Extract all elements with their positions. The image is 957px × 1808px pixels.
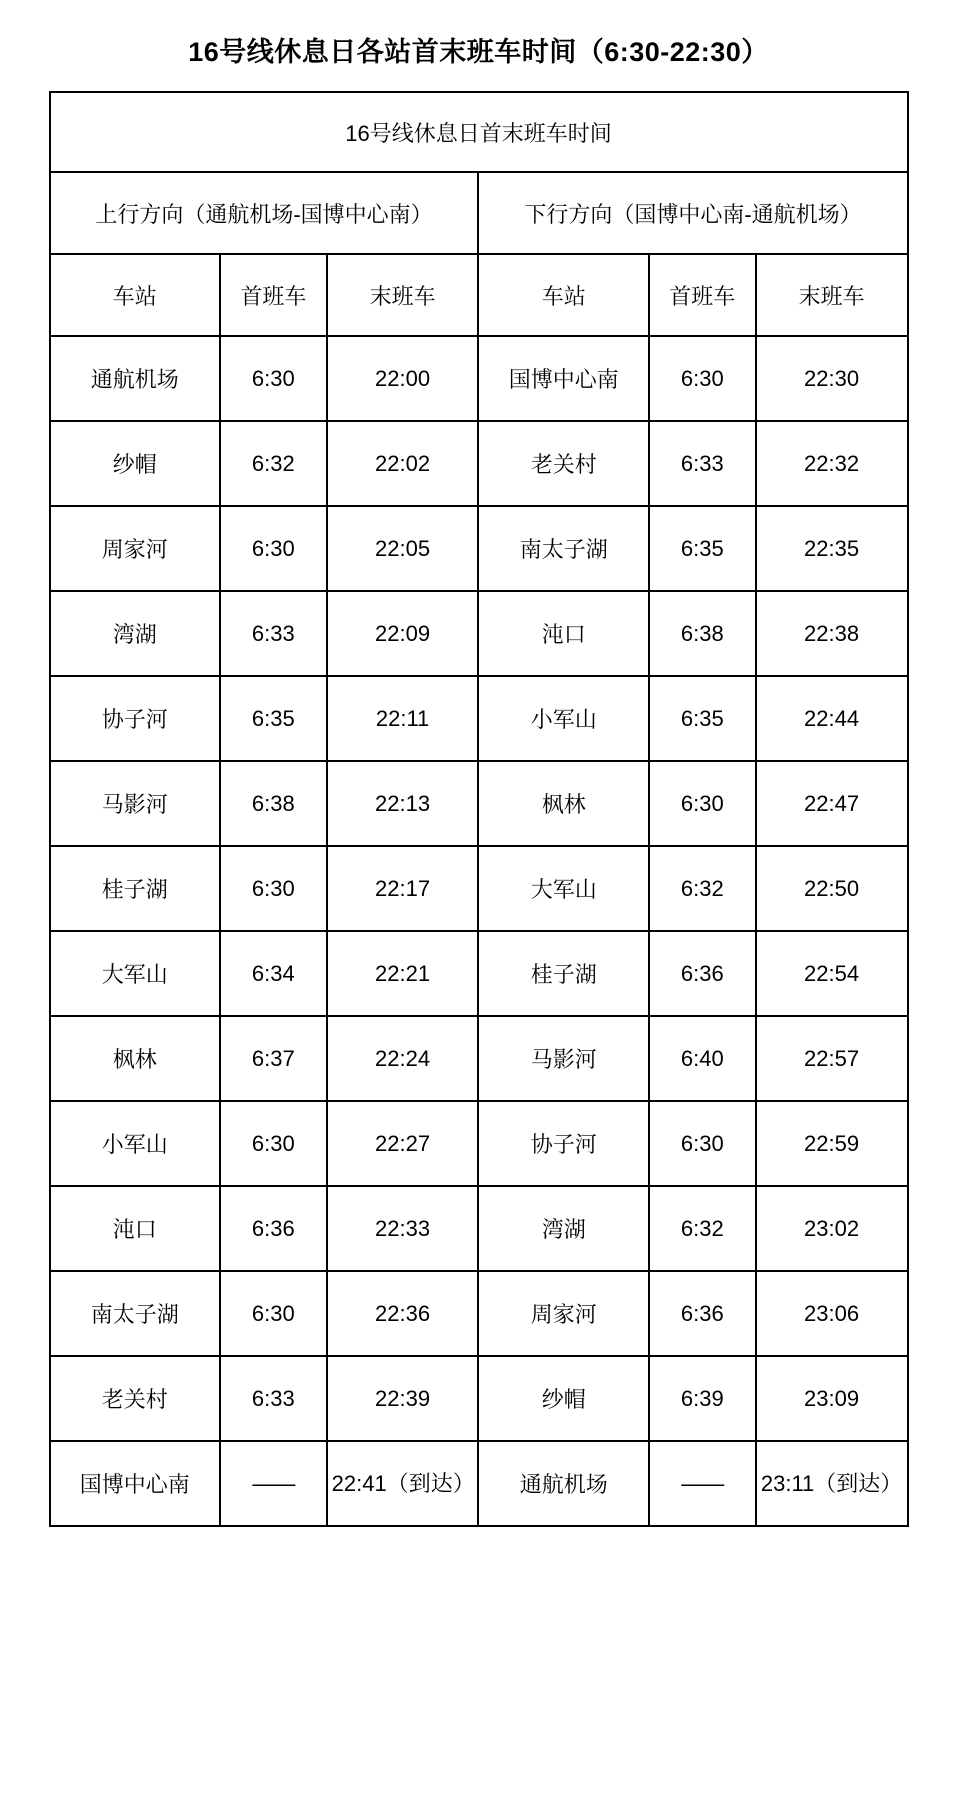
table-row [50,1271,908,1356]
cell-last-up: 22:09 [327,591,479,676]
cell-last-up: 22:33 [327,1186,479,1271]
cell-last-up: 22:41（到达） [327,1441,479,1526]
cell-last-up: 22:24 [327,1016,479,1101]
table-row [50,676,908,761]
cell-first-down: 6:30 [649,1101,756,1186]
cell-station-up: 小军山 [50,1101,220,1186]
cell-last-down: 22:54 [756,931,908,1016]
cell-station-up: 桂子湖 [50,846,220,931]
cell-first-down: 6:32 [649,846,756,931]
table-row [50,506,908,591]
table-row [50,761,908,846]
cell-station-up: 协子河 [50,676,220,761]
cell-station-up: 纱帽 [50,421,220,506]
cell-station-down: 桂子湖 [478,931,648,1016]
cell-station-down: 枫林 [478,761,648,846]
cell-station-up: 通航机场 [50,336,220,421]
cell-first-down: 6:35 [649,676,756,761]
cell-station-down: 国博中心南 [478,336,648,421]
cell-first-down: 6:38 [649,591,756,676]
page-title: 16号线休息日各站首末班车时间（6:30-22:30） [188,37,769,67]
cell-station-down: 老关村 [478,421,648,506]
column-header-station-down: 车站 [478,254,648,336]
schedule-table-wrapper [49,91,909,1527]
cell-first-down: 6:39 [649,1356,756,1441]
cell-last-down: 22:44 [756,676,908,761]
table-row [50,1186,908,1271]
cell-station-up: 老关村 [50,1356,220,1441]
direction-row [50,172,908,254]
cell-last-down: 22:59 [756,1101,908,1186]
cell-last-down: 22:30 [756,336,908,421]
cell-last-down: 23:06 [756,1271,908,1356]
cell-station-up: 周家河 [50,506,220,591]
cell-first-down: 6:35 [649,506,756,591]
cell-station-down: 纱帽 [478,1356,648,1441]
table-row [50,336,908,421]
column-header-last-up: 末班车 [327,254,479,336]
header-row [50,254,908,336]
cell-last-down: 22:50 [756,846,908,931]
cell-station-up: 马影河 [50,761,220,846]
cell-station-up: 枫林 [50,1016,220,1101]
cell-last-down: 23:11（到达） [756,1441,908,1526]
cell-last-up: 22:39 [327,1356,479,1441]
cell-station-up: 湾湖 [50,591,220,676]
cell-first-down: 6:36 [649,931,756,1016]
cell-station-down: 小军山 [478,676,648,761]
cell-last-down: 22:38 [756,591,908,676]
table-row [50,591,908,676]
table-row [50,931,908,1016]
cell-last-up: 22:36 [327,1271,479,1356]
cell-station-down: 协子河 [478,1101,648,1186]
cell-first-down: 6:36 [649,1271,756,1356]
cell-station-down: 通航机场 [478,1441,648,1526]
cell-first-up: 6:30 [220,506,327,591]
cell-station-down: 周家河 [478,1271,648,1356]
direction-up: 上行方向（通航机场-国博中心南） [50,172,479,254]
table-caption: 16号线休息日首末班车时间 [50,92,908,172]
cell-first-up: 6:36 [220,1186,327,1271]
column-header-station-up: 车站 [50,254,220,336]
table-row [50,1101,908,1186]
cell-first-down: 6:30 [649,336,756,421]
column-header-first-up: 首班车 [220,254,327,336]
cell-station-up: 沌口 [50,1186,220,1271]
table-caption-row [50,92,908,172]
cell-first-down: 6:30 [649,761,756,846]
cell-first-up: 6:30 [220,1101,327,1186]
direction-down: 下行方向（国博中心南-通航机场） [478,172,907,254]
cell-first-down: 6:33 [649,421,756,506]
cell-last-up: 22:00 [327,336,479,421]
cell-last-down: 22:57 [756,1016,908,1101]
cell-last-up: 22:27 [327,1101,479,1186]
cell-first-up: 6:34 [220,931,327,1016]
cell-last-down: 23:09 [756,1356,908,1441]
cell-last-down: 22:32 [756,421,908,506]
cell-first-down: —— [649,1441,756,1526]
cell-last-down: 22:35 [756,506,908,591]
column-header-last-down: 末班车 [756,254,908,336]
cell-last-down: 23:02 [756,1186,908,1271]
cell-first-up: 6:32 [220,421,327,506]
cell-first-up: 6:33 [220,1356,327,1441]
cell-first-up: —— [220,1441,327,1526]
cell-last-up: 22:13 [327,761,479,846]
cell-last-up: 22:21 [327,931,479,1016]
cell-station-down: 湾湖 [478,1186,648,1271]
cell-last-up: 22:02 [327,421,479,506]
cell-first-up: 6:37 [220,1016,327,1101]
cell-first-up: 6:30 [220,1271,327,1356]
column-header-first-down: 首班车 [649,254,756,336]
cell-first-up: 6:38 [220,761,327,846]
table-row [50,1016,908,1101]
table-row [50,1356,908,1441]
cell-last-down: 22:47 [756,761,908,846]
cell-station-down: 沌口 [478,591,648,676]
cell-station-down: 南太子湖 [478,506,648,591]
cell-last-up: 22:11 [327,676,479,761]
table-row [50,846,908,931]
cell-first-up: 6:33 [220,591,327,676]
schedule-table [49,91,909,1527]
cell-first-down: 6:32 [649,1186,756,1271]
cell-station-down: 马影河 [478,1016,648,1101]
cell-first-up: 6:35 [220,676,327,761]
cell-station-up: 南太子湖 [50,1271,220,1356]
cell-station-up: 大军山 [50,931,220,1016]
cell-first-up: 6:30 [220,846,327,931]
cell-last-up: 22:05 [327,506,479,591]
cell-last-up: 22:17 [327,846,479,931]
cell-station-down: 大军山 [478,846,648,931]
cell-first-down: 6:40 [649,1016,756,1101]
table-row [50,421,908,506]
cell-first-up: 6:30 [220,336,327,421]
table-row [50,1441,908,1526]
cell-station-up: 国博中心南 [50,1441,220,1526]
